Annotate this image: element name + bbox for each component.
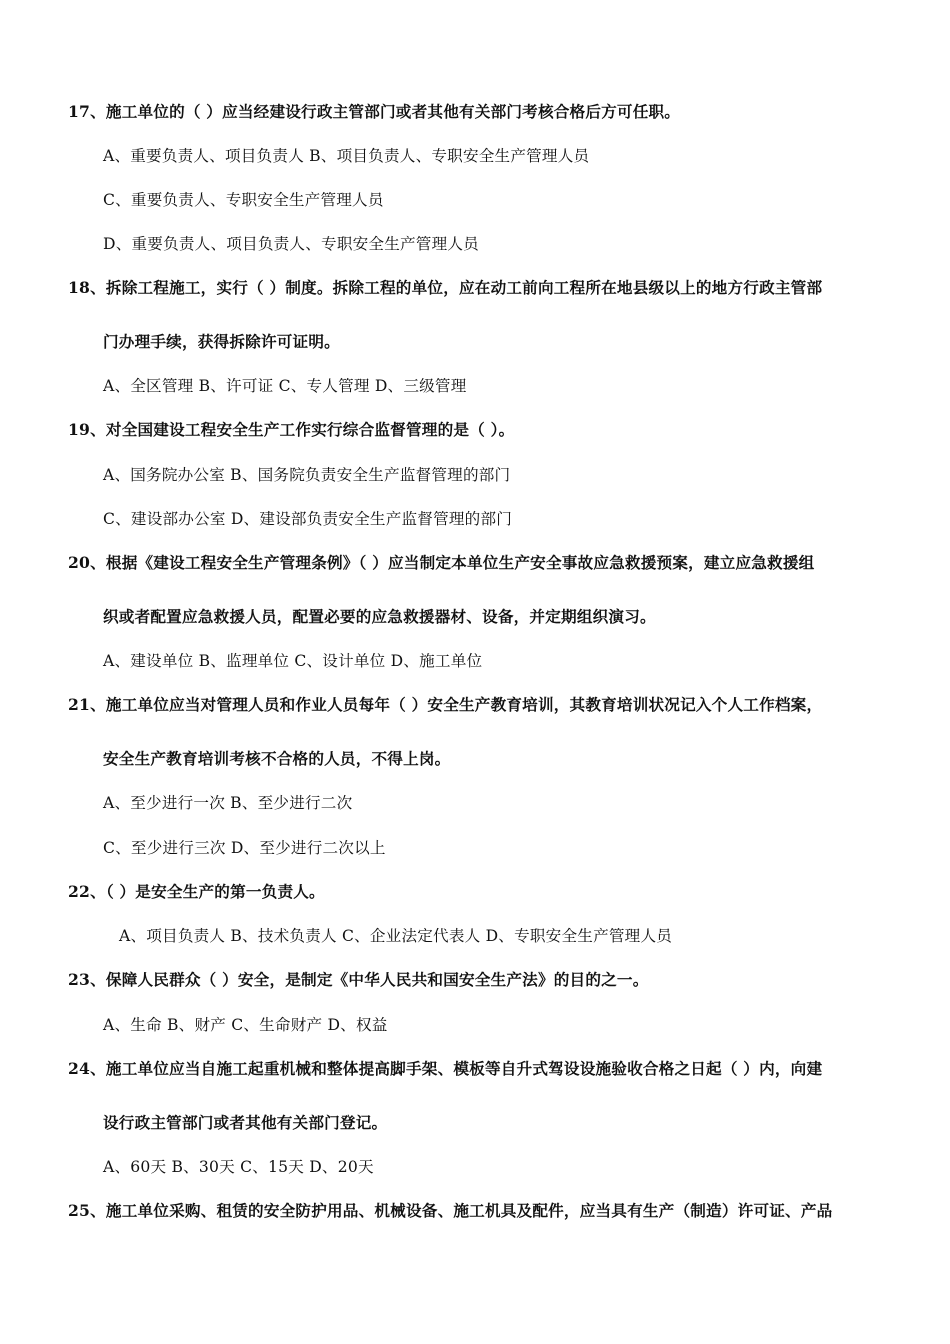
question-24: 24、施工单位应当自施工起重机械和整体提高脚手架、模板等自升式驾设设施验收合格之日起（ ）内，向建 [68, 1059, 823, 1078]
question-19-option-line: A、国务院办公室 B、国务院负责安全生产监督管理的部门 [103, 466, 511, 484]
question-17-option-line: A、重要负责人、项目负责人 B、项目负责人、专职安全生产管理人员 [103, 147, 590, 165]
question-25: 25、施工单位采购、租赁的安全防护用品、机械设备、施工机具及配件，应当具有生产（制造）许可证、产品 [68, 1201, 833, 1220]
question-18-option-line: A、全区管理 B、许可证 C、专人管理 D、三级管理 [103, 377, 467, 395]
question-17-option-line: D、重要负责人、项目负责人、专职安全生产管理人员 [103, 235, 479, 253]
question-24-option-line: A、60天 B、30天 C、15天 D、20天 [103, 1158, 374, 1176]
question-24-continuation: 设行政主管部门或者其他有关部门登记。 [103, 1113, 388, 1132]
question-17-option-line: C、重要负责人、专职安全生产管理人员 [103, 191, 384, 209]
question-20-continuation: 织或者配置应急救援人员，配置必要的应急救援器材、设备，并定期组织演习。 [103, 607, 656, 626]
question-23: 23、保障人民群众（ ）安全，是制定《中华人民共和国安全生产法》的目的之一。 [68, 970, 649, 989]
question-21-continuation: 安全生产教育培训考核不合格的人员，不得上岗。 [103, 749, 451, 768]
question-19-option-line: C、建设部办公室 D、建设部负责安全生产监督管理的部门 [103, 510, 513, 528]
question-21-option-line: A、至少进行一次 B、至少进行二次 [103, 794, 353, 812]
question-19: 19、对全国建设工程安全生产工作实行综合监督管理的是（ ）。 [68, 420, 515, 439]
question-18-continuation: 门办理手续，获得拆除许可证明。 [103, 332, 340, 351]
question-20-option-line: A、建设单位 B、监理单位 C、设计单位 D、施工单位 [103, 652, 483, 670]
question-18: 18、拆除工程施工，实行（ ）制度。拆除工程的单位，应在动工前向工程所在地县级以上的地方行政主管部 [68, 278, 823, 297]
question-21-option-line: C、至少进行三次 D、至少进行二次以上 [103, 839, 386, 857]
question-23-option-line: A、生命 B、财产 C、生命财产 D、权益 [103, 1016, 388, 1034]
question-17: 17、施工单位的（ ）应当经建设行政主管部门或者其他有关部门考核合格后方可任职。 [68, 102, 681, 121]
question-20: 20、根据《建设工程安全生产管理条例》（ ）应当制定本单位生产安全事故应急救援预案，建立应急救援组 [68, 553, 815, 572]
question-22-option-line: A、项目负责人 B、技术负责人 C、企业法定代表人 D、专职安全生产管理人员 [119, 927, 673, 945]
question-22: 22、（ ）是安全生产的第一负责人。 [68, 882, 325, 901]
question-21: 21、施工单位应当对管理人员和作业人员每年（ ）安全生产教育培训，其教育培训状况记入个人工作档案， [68, 695, 823, 714]
